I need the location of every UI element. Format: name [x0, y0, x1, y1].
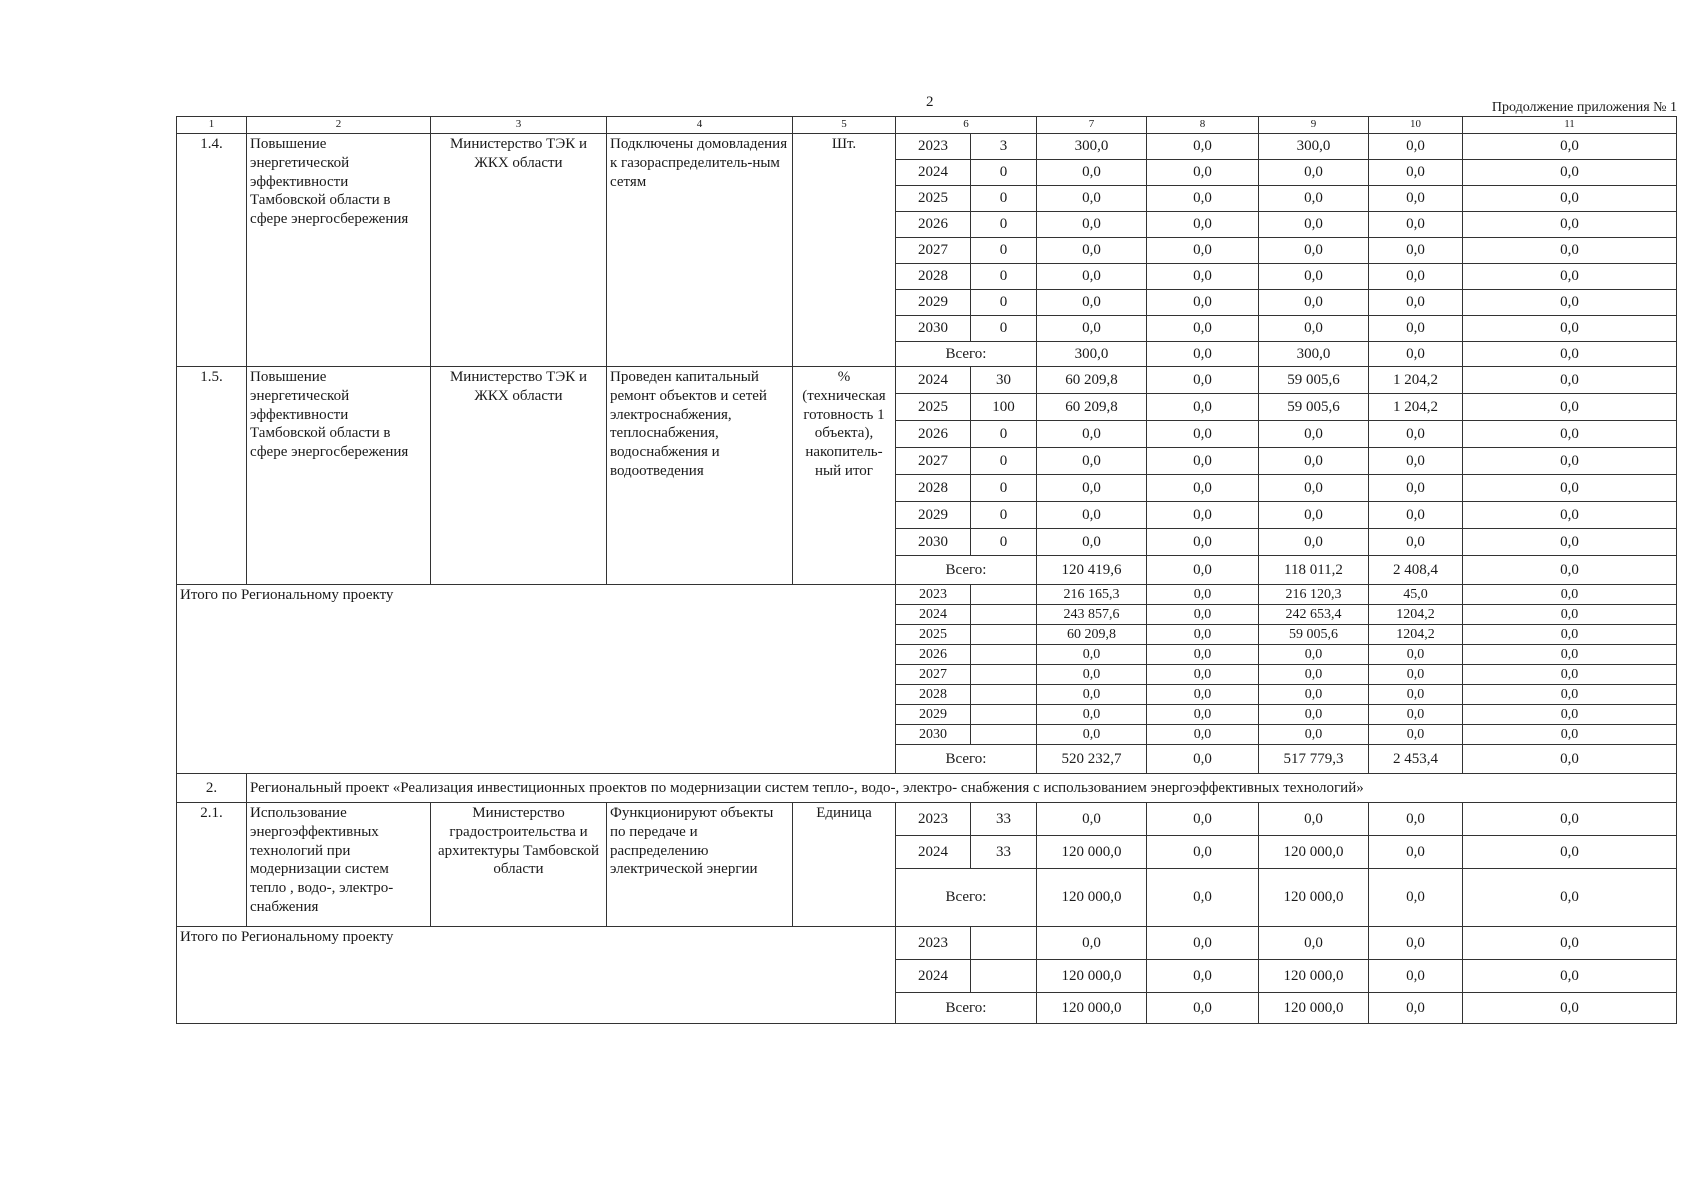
amount-cell: 0,0	[1463, 529, 1677, 556]
indicator-value: 100	[971, 394, 1037, 421]
indicator-value	[971, 645, 1037, 665]
total-amount: 120 000,0	[1259, 993, 1369, 1024]
amount-cell: 0,0	[1463, 448, 1677, 475]
amount-cell: 0,0	[1037, 529, 1147, 556]
amount-cell: 0,0	[1037, 160, 1147, 186]
indicator-value: 0	[971, 264, 1037, 290]
row-number: 1.4.	[177, 134, 247, 367]
amount-cell: 0,0	[1369, 705, 1463, 725]
amount-cell: 0,0	[1463, 367, 1677, 394]
amount-cell: 0,0	[1463, 705, 1677, 725]
total-amount: 0,0	[1463, 556, 1677, 585]
year-cell: 2026	[896, 212, 971, 238]
amount-cell: 0,0	[1463, 625, 1677, 645]
year-cell: 2027	[896, 238, 971, 264]
amount-cell: 0,0	[1259, 186, 1369, 212]
amount-cell: 0,0	[1463, 186, 1677, 212]
indicator-value: 33	[971, 836, 1037, 869]
amount-cell: 0,0	[1369, 238, 1463, 264]
amount-cell: 0,0	[1147, 160, 1259, 186]
indicator-value	[971, 725, 1037, 745]
year-cell: 2030	[896, 316, 971, 342]
indicator-value: 0	[971, 502, 1037, 529]
amount-cell: 0,0	[1147, 421, 1259, 448]
amount-cell: 0,0	[1369, 448, 1463, 475]
amount-cell: 0,0	[1369, 685, 1463, 705]
amount-cell: 0,0	[1369, 502, 1463, 529]
amount-cell: 1 204,2	[1369, 367, 1463, 394]
amount-cell: 0,0	[1259, 529, 1369, 556]
total-amount: 0,0	[1147, 342, 1259, 367]
total-label: Всего:	[896, 993, 1037, 1024]
total-amount: 120 419,6	[1037, 556, 1147, 585]
amount-cell: 0,0	[1037, 316, 1147, 342]
amount-cell: 0,0	[1147, 705, 1259, 725]
summary-label: Итого по Региональному проекту	[177, 585, 896, 774]
total-amount: 2 453,4	[1369, 745, 1463, 774]
table-row	[177, 134, 1677, 160]
summary-row	[177, 585, 1677, 605]
amount-cell: 0,0	[1463, 685, 1677, 705]
year-cell: 2025	[896, 186, 971, 212]
indicator-value: 0	[971, 475, 1037, 502]
amount-cell: 0,0	[1037, 502, 1147, 529]
year-cell: 2024	[896, 960, 971, 993]
amount-cell: 0,0	[1037, 705, 1147, 725]
amount-cell: 0,0	[1463, 290, 1677, 316]
amount-cell: 0,0	[1147, 290, 1259, 316]
amount-cell: 0,0	[1463, 605, 1677, 625]
year-cell: 2028	[896, 264, 971, 290]
indicator-value	[971, 625, 1037, 645]
section-row	[177, 774, 1677, 803]
amount-cell: 0,0	[1369, 421, 1463, 448]
col-header: 8	[1147, 117, 1259, 134]
section-title: Региональный проект «Реализация инвестиционных проектов по модернизации систем тепло-, водо-, электро- снабжения с использованием энергоэффективных технологий»	[247, 774, 1677, 803]
section-number: 2.	[177, 774, 247, 803]
amount-cell: 0,0	[1463, 134, 1677, 160]
amount-cell: 0,0	[1369, 927, 1463, 960]
amount-cell: 0,0	[1037, 264, 1147, 290]
amount-cell: 0,0	[1463, 502, 1677, 529]
amount-cell: 0,0	[1147, 394, 1259, 421]
amount-cell: 0,0	[1463, 803, 1677, 836]
indicator-value: 0	[971, 421, 1037, 448]
executor: Министерство ТЭК и ЖКХ области	[431, 134, 607, 367]
year-cell: 2024	[896, 160, 971, 186]
indicator-value: 0	[971, 186, 1037, 212]
amount-cell: 0,0	[1463, 665, 1677, 685]
amount-cell: 0,0	[1147, 803, 1259, 836]
total-label: Всего:	[896, 869, 1037, 927]
col-header: 6	[896, 117, 1037, 134]
amount-cell: 0,0	[1147, 238, 1259, 264]
year-cell: 2029	[896, 502, 971, 529]
amount-cell: 0,0	[1369, 316, 1463, 342]
indicator-value: 0	[971, 212, 1037, 238]
amount-cell: 0,0	[1369, 836, 1463, 869]
indicator-value	[971, 585, 1037, 605]
amount-cell: 0,0	[1369, 134, 1463, 160]
col-header: 2	[247, 117, 431, 134]
amount-cell: 242 653,4	[1259, 605, 1369, 625]
year-cell: 2023	[896, 585, 971, 605]
amount-cell: 0,0	[1259, 502, 1369, 529]
total-amount: 300,0	[1259, 342, 1369, 367]
total-amount: 517 779,3	[1259, 745, 1369, 774]
amount-cell: 0,0	[1147, 960, 1259, 993]
executor: Министерство ТЭК и ЖКХ области	[431, 367, 607, 585]
amount-cell: 0,0	[1259, 212, 1369, 238]
amount-cell: 0,0	[1463, 927, 1677, 960]
amount-cell: 59 005,6	[1259, 367, 1369, 394]
amount-cell: 0,0	[1369, 803, 1463, 836]
amount-cell: 60 209,8	[1037, 625, 1147, 645]
unit: Шт.	[793, 134, 896, 367]
amount-cell: 0,0	[1147, 645, 1259, 665]
amount-cell: 0,0	[1369, 665, 1463, 685]
year-cell: 2026	[896, 645, 971, 665]
amount-cell: 0,0	[1369, 529, 1463, 556]
summary-row	[177, 927, 1677, 960]
indicator-value	[971, 605, 1037, 625]
indicator-value: 3	[971, 134, 1037, 160]
indicator-value: 0	[971, 448, 1037, 475]
amount-cell: 0,0	[1369, 475, 1463, 502]
indicator-value: 0	[971, 160, 1037, 186]
amount-cell: 0,0	[1147, 529, 1259, 556]
amount-cell: 0,0	[1463, 645, 1677, 665]
amount-cell: 0,0	[1463, 421, 1677, 448]
amount-cell: 0,0	[1147, 725, 1259, 745]
amount-cell: 0,0	[1259, 290, 1369, 316]
amount-cell: 0,0	[1147, 665, 1259, 685]
amount-cell: 0,0	[1259, 238, 1369, 264]
year-cell: 2029	[896, 290, 971, 316]
amount-cell: 216 120,3	[1259, 585, 1369, 605]
year-cell: 2027	[896, 448, 971, 475]
col-header: 1	[177, 117, 247, 134]
amount-cell: 0,0	[1259, 803, 1369, 836]
amount-cell: 0,0	[1259, 475, 1369, 502]
year-cell: 2023	[896, 803, 971, 836]
total-amount: 0,0	[1369, 342, 1463, 367]
amount-cell: 0,0	[1037, 475, 1147, 502]
col-header: 11	[1463, 117, 1677, 134]
result-description: Функционируют объекты по передаче и распределению электрической энергии	[607, 803, 793, 927]
year-cell: 2023	[896, 134, 971, 160]
amount-cell: 59 005,6	[1259, 625, 1369, 645]
amount-cell: 0,0	[1369, 290, 1463, 316]
row-number: 1.5.	[177, 367, 247, 585]
indicator-value: 0	[971, 238, 1037, 264]
total-amount: 520 232,7	[1037, 745, 1147, 774]
year-cell: 2026	[896, 421, 971, 448]
amount-cell: 1204,2	[1369, 605, 1463, 625]
total-amount: 0,0	[1463, 342, 1677, 367]
amount-cell: 0,0	[1147, 212, 1259, 238]
amount-cell: 120 000,0	[1037, 836, 1147, 869]
amount-cell: 0,0	[1259, 685, 1369, 705]
amount-cell: 0,0	[1147, 625, 1259, 645]
amount-cell: 60 209,8	[1037, 367, 1147, 394]
amount-cell: 0,0	[1147, 927, 1259, 960]
amount-cell: 0,0	[1037, 685, 1147, 705]
total-amount: 0,0	[1147, 993, 1259, 1024]
col-header: 3	[431, 117, 607, 134]
amount-cell: 0,0	[1147, 502, 1259, 529]
indicator-value	[971, 705, 1037, 725]
year-cell: 2025	[896, 394, 971, 421]
indicator-value	[971, 685, 1037, 705]
amount-cell: 243 857,6	[1037, 605, 1147, 625]
amount-cell: 0,0	[1147, 264, 1259, 290]
year-cell: 2023	[896, 927, 971, 960]
amount-cell: 0,0	[1463, 264, 1677, 290]
total-amount: 2 408,4	[1369, 556, 1463, 585]
main-table-container	[176, 116, 1676, 1024]
year-cell: 2024	[896, 367, 971, 394]
amount-cell: 0,0	[1037, 238, 1147, 264]
indicator-value: 0	[971, 529, 1037, 556]
table-row	[177, 803, 1677, 836]
summary-label: Итого по Региональному проекту	[177, 927, 896, 1024]
amount-cell: 0,0	[1463, 725, 1677, 745]
amount-cell: 300,0	[1259, 134, 1369, 160]
amount-cell: 0,0	[1259, 927, 1369, 960]
year-cell: 2024	[896, 605, 971, 625]
amount-cell: 60 209,8	[1037, 394, 1147, 421]
col-header: 9	[1259, 117, 1369, 134]
amount-cell: 300,0	[1037, 134, 1147, 160]
amount-cell: 0,0	[1147, 685, 1259, 705]
total-amount: 120 000,0	[1037, 993, 1147, 1024]
column-header-row	[177, 117, 1677, 134]
measure-name: Использование энергоэффективных технологий при модернизации систем тепло , водо-, электро-снабжения	[247, 803, 431, 927]
indicator-value	[971, 665, 1037, 685]
total-amount: 120 000,0	[1259, 869, 1369, 927]
amount-cell: 0,0	[1463, 394, 1677, 421]
amount-cell: 0,0	[1259, 645, 1369, 665]
total-amount: 120 000,0	[1037, 869, 1147, 927]
year-cell: 2027	[896, 665, 971, 685]
amount-cell: 0,0	[1147, 186, 1259, 212]
year-cell: 2028	[896, 685, 971, 705]
amount-cell: 0,0	[1147, 316, 1259, 342]
total-amount: 0,0	[1147, 869, 1259, 927]
total-amount: 300,0	[1037, 342, 1147, 367]
amount-cell: 0,0	[1037, 212, 1147, 238]
amount-cell: 0,0	[1037, 725, 1147, 745]
amount-cell: 0,0	[1369, 264, 1463, 290]
indicator-value: 0	[971, 316, 1037, 342]
indicator-value: 30	[971, 367, 1037, 394]
col-header: 5	[793, 117, 896, 134]
measure-name: Повышение энергетической эффективности Тамбовской области в сфере энергосбережения	[247, 367, 431, 585]
amount-cell: 0,0	[1147, 836, 1259, 869]
amount-cell: 45,0	[1369, 585, 1463, 605]
amount-cell: 0,0	[1037, 421, 1147, 448]
amount-cell: 0,0	[1147, 605, 1259, 625]
amount-cell: 0,0	[1147, 134, 1259, 160]
total-amount: 0,0	[1369, 869, 1463, 927]
year-cell: 2028	[896, 475, 971, 502]
total-label: Всего:	[896, 745, 1037, 774]
year-cell: 2030	[896, 529, 971, 556]
col-header: 10	[1369, 117, 1463, 134]
amount-cell: 0,0	[1259, 448, 1369, 475]
amount-cell: 0,0	[1463, 475, 1677, 502]
amount-cell: 0,0	[1369, 645, 1463, 665]
col-header: 4	[607, 117, 793, 134]
amount-cell: 120 000,0	[1259, 960, 1369, 993]
measure-name: Повышение энергетической эффективности Тамбовской области в сфере энергосбережения	[247, 134, 431, 367]
total-amount: 0,0	[1147, 745, 1259, 774]
amount-cell: 0,0	[1463, 316, 1677, 342]
result-description: Проведен капитальный ремонт объектов и сетей электроснабжения, теплоснабжения, водоснабжения и водоотведения	[607, 367, 793, 585]
page-number: 2	[926, 94, 934, 110]
header-note: Продолжение приложения № 1	[1491, 100, 1677, 115]
year-cell: 2025	[896, 625, 971, 645]
amount-cell: 0,0	[1147, 475, 1259, 502]
amount-cell: 0,0	[1463, 585, 1677, 605]
amount-cell: 0,0	[1259, 316, 1369, 342]
indicator-value	[971, 960, 1037, 993]
total-amount: 0,0	[1463, 993, 1677, 1024]
total-amount: 0,0	[1463, 869, 1677, 927]
amount-cell: 0,0	[1037, 186, 1147, 212]
amount-cell: 0,0	[1369, 212, 1463, 238]
year-cell: 2029	[896, 705, 971, 725]
amount-cell: 0,0	[1037, 803, 1147, 836]
amount-cell: 0,0	[1037, 927, 1147, 960]
amount-cell: 0,0	[1259, 725, 1369, 745]
year-cell: 2030	[896, 725, 971, 745]
total-amount: 0,0	[1369, 993, 1463, 1024]
indicator-value	[971, 927, 1037, 960]
indicator-value: 0	[971, 290, 1037, 316]
year-cell: 2024	[896, 836, 971, 869]
amount-cell: 0,0	[1037, 448, 1147, 475]
main-table	[176, 116, 1677, 1024]
amount-cell: 0,0	[1147, 367, 1259, 394]
result-description: Подключены домовладения к газораспределитель-ным сетям	[607, 134, 793, 367]
col-header: 7	[1037, 117, 1147, 134]
amount-cell: 0,0	[1147, 448, 1259, 475]
amount-cell: 59 005,6	[1259, 394, 1369, 421]
amount-cell: 0,0	[1147, 585, 1259, 605]
amount-cell: 0,0	[1463, 960, 1677, 993]
amount-cell: 0,0	[1369, 186, 1463, 212]
amount-cell: 0,0	[1463, 238, 1677, 264]
total-amount: 118 011,2	[1259, 556, 1369, 585]
indicator-value: 33	[971, 803, 1037, 836]
amount-cell: 0,0	[1369, 725, 1463, 745]
amount-cell: 0,0	[1463, 836, 1677, 869]
amount-cell: 0,0	[1463, 212, 1677, 238]
amount-cell: 216 165,3	[1037, 585, 1147, 605]
amount-cell: 0,0	[1369, 960, 1463, 993]
unit: Единица	[793, 803, 896, 927]
amount-cell: 0,0	[1259, 421, 1369, 448]
total-label: Всего:	[896, 342, 1037, 367]
executor: Министерство градостроительства и архитектуры Тамбовской области	[431, 803, 607, 927]
amount-cell: 120 000,0	[1259, 836, 1369, 869]
amount-cell: 120 000,0	[1037, 960, 1147, 993]
amount-cell: 0,0	[1259, 264, 1369, 290]
amount-cell: 0,0	[1259, 160, 1369, 186]
row-number: 2.1.	[177, 803, 247, 927]
total-amount: 0,0	[1463, 745, 1677, 774]
amount-cell: 0,0	[1037, 645, 1147, 665]
amount-cell: 1 204,2	[1369, 394, 1463, 421]
table-row	[177, 367, 1677, 394]
unit: % (техническая готовность 1 объекта), накопитель-ный итог	[793, 367, 896, 585]
amount-cell: 1204,2	[1369, 625, 1463, 645]
amount-cell: 0,0	[1259, 665, 1369, 685]
total-label: Всего:	[896, 556, 1037, 585]
amount-cell: 0,0	[1259, 705, 1369, 725]
total-amount: 0,0	[1147, 556, 1259, 585]
amount-cell: 0,0	[1463, 160, 1677, 186]
amount-cell: 0,0	[1037, 290, 1147, 316]
amount-cell: 0,0	[1369, 160, 1463, 186]
amount-cell: 0,0	[1037, 665, 1147, 685]
